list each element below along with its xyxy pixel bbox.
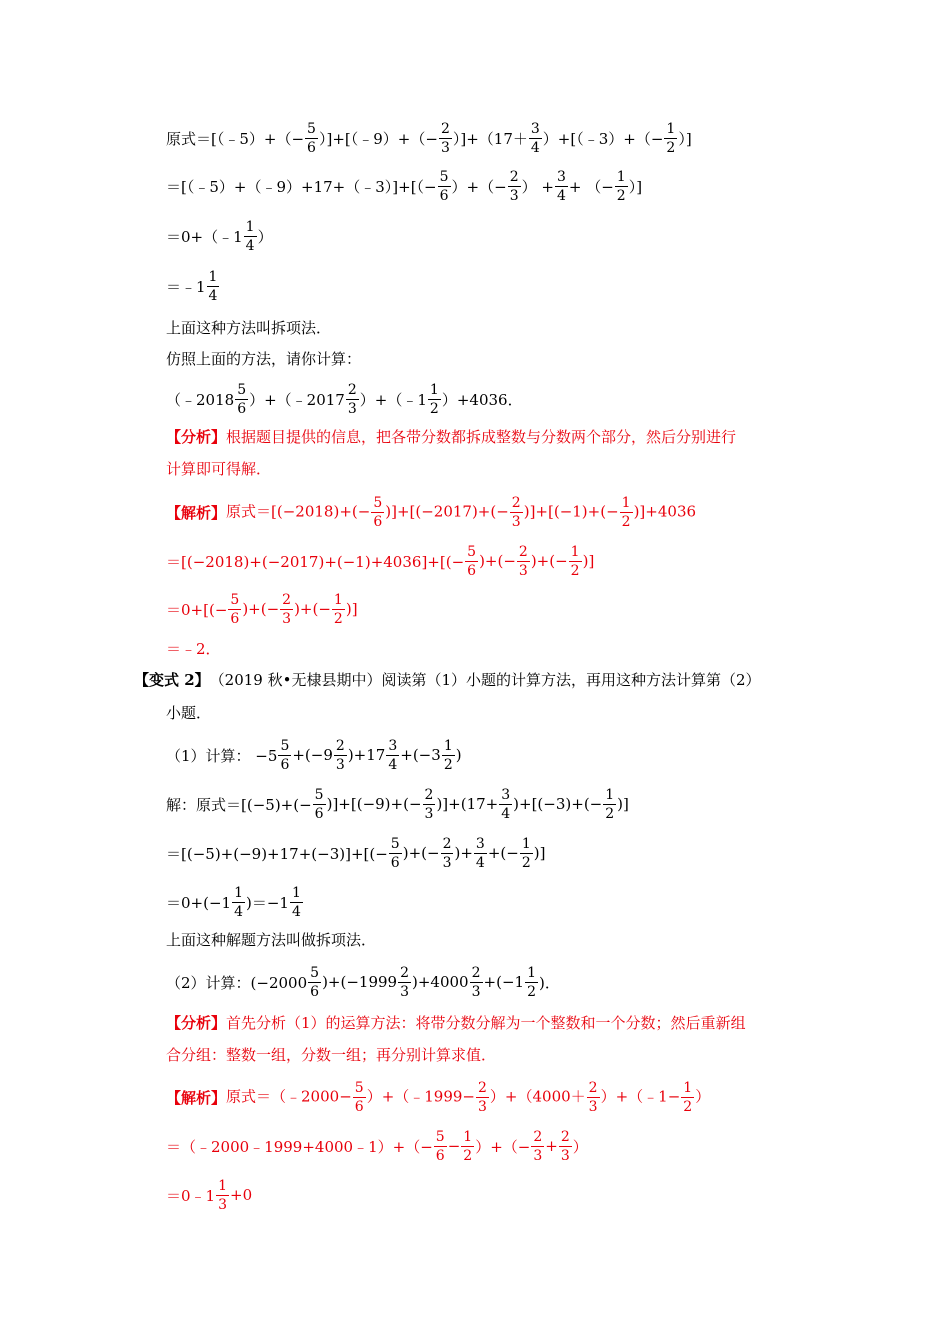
solution2-line1 [166, 1075, 710, 1119]
fraction [305, 122, 318, 155]
fraction-denominator: 3 [400, 983, 409, 1000]
instruction-text: 仿照上面的方法，请你计算： [166, 349, 362, 368]
expression-text: ＝[（﹣5）+（﹣9）+17+（﹣3）]+[（− [166, 177, 437, 196]
fraction [465, 545, 478, 578]
fraction-denominator: 6 [354, 1098, 364, 1115]
fraction-denominator: 6 [435, 1147, 445, 1164]
solution2-line3 [166, 1173, 252, 1217]
fraction [442, 739, 455, 772]
expression-text: 解：原式＝[(−5)+(− [166, 795, 312, 814]
expression-text: ） + [521, 177, 554, 196]
fraction-numerator: 2 [509, 168, 519, 185]
expression-text: ＝0+(−1 [166, 893, 232, 912]
fraction-numerator: 2 [400, 964, 409, 981]
fraction-denominator: 4 [291, 903, 301, 920]
fraction-numerator: 2 [440, 120, 450, 137]
fraction-numerator: 2 [471, 964, 481, 981]
fraction [615, 170, 628, 203]
fraction [508, 170, 521, 203]
fraction-numerator: 1 [429, 381, 439, 398]
solution1-line3 [166, 587, 358, 631]
fraction-denominator: 4 [245, 237, 255, 254]
analysis-text: 计算即可得解． [166, 459, 272, 478]
fraction-denominator: 4 [556, 187, 566, 204]
expression-text: ）+（﹣2017 [249, 390, 345, 409]
fraction [441, 837, 454, 870]
variant2-text1 [166, 917, 376, 961]
fraction-denominator: 3 [442, 854, 452, 871]
fraction [290, 886, 303, 919]
fraction [228, 593, 241, 626]
fraction-numerator: 2 [588, 1079, 598, 1096]
fraction [587, 1081, 600, 1114]
fraction-denominator: 6 [390, 854, 400, 871]
fraction-denominator: 6 [467, 562, 477, 579]
expression-text: ＝[(−2018)+(−2017)+(−1)+4036]+[(− [166, 552, 465, 571]
fraction-numerator: 5 [307, 120, 316, 137]
method-name-text: 上面这种解题方法叫做拆项法． [166, 930, 377, 949]
fraction-denominator: 2 [621, 513, 631, 530]
fraction [470, 966, 483, 999]
fraction-denominator: 3 [518, 562, 528, 579]
example1-line2 [166, 164, 642, 208]
fraction-numerator: 1 [527, 964, 536, 981]
expression-text: )+(− [242, 600, 280, 618]
fraction [569, 545, 582, 578]
expression-text: − [447, 1137, 461, 1155]
solution-result: ＝﹣2． [166, 639, 221, 658]
fraction-denominator: 2 [605, 805, 615, 822]
variant2-q2 [166, 960, 560, 1004]
expression-text: ） [695, 1087, 711, 1105]
variant2-intro-line2 [166, 690, 211, 734]
analysis-tag: 【分析】 [166, 427, 227, 446]
fraction [216, 1179, 229, 1212]
expression-text: +0 [230, 1186, 253, 1204]
fraction-numerator: 2 [442, 835, 452, 852]
expression-text: （2）计算：(−2000 [166, 973, 308, 992]
fraction [313, 788, 326, 821]
expression-text: )]+(17+ [436, 795, 499, 813]
fraction-numerator: 3 [556, 168, 566, 185]
fraction [232, 886, 245, 919]
fraction-numerator: 3 [530, 120, 540, 137]
fraction [308, 966, 321, 999]
fraction [517, 545, 530, 578]
fraction-denominator: 6 [237, 400, 247, 417]
expression-text: ＝（﹣2000﹣1999+4000﹣1）+（− [166, 1137, 433, 1156]
variant2-q1 [166, 733, 462, 777]
fraction-denominator: 2 [333, 610, 343, 627]
fraction [664, 122, 677, 155]
expression-text: )+[(−3)+(− [513, 795, 603, 813]
fraction-numerator: 2 [424, 786, 434, 803]
expression-text: )+(−1999 [322, 973, 398, 991]
fraction [620, 496, 633, 529]
fraction [681, 1081, 694, 1114]
fraction-denominator: 2 [666, 139, 676, 156]
solution1-line2 [166, 539, 594, 583]
fraction [332, 593, 345, 626]
example1-line4 [166, 264, 220, 308]
variant2-sol1 [166, 782, 629, 826]
expression-text: （﹣2018 [166, 390, 235, 409]
variant2-sol2 [166, 831, 545, 875]
fraction-denominator: 2 [429, 400, 439, 417]
solution-expression [226, 496, 696, 529]
fraction-numerator: 5 [237, 381, 247, 398]
expression-text: )] [617, 795, 629, 813]
fraction-denominator: 2 [570, 562, 580, 579]
fraction-denominator: 3 [335, 756, 345, 773]
expression-text: ）+（− [451, 177, 507, 196]
analysis-text: 合分组：整数一组，分数一组；再分别计算求值． [166, 1045, 497, 1064]
expression-text: )] [582, 552, 595, 570]
expression-text: )． [539, 973, 560, 992]
variant-intro: （2019 秋•无棣县期中）阅读第（1）小题的计算方法，再用这种方法计算第（2） [209, 670, 761, 689]
fraction-numerator: 2 [560, 1128, 570, 1145]
expression-text: )] [533, 844, 546, 862]
example1-line1 [166, 116, 692, 160]
fraction [434, 1130, 447, 1163]
fraction-numerator: 1 [570, 543, 580, 560]
fraction-numerator: 5 [439, 168, 449, 185]
fraction [555, 170, 568, 203]
fraction-numerator: 1 [208, 268, 218, 285]
method-name-text: 上面这种方法叫拆项法． [166, 318, 332, 337]
fraction [353, 1081, 366, 1114]
fraction-denominator: 3 [218, 1196, 228, 1213]
fraction [476, 1081, 489, 1114]
expression-text: ）+（﹣1− [600, 1087, 681, 1105]
fraction-denominator: 3 [478, 1098, 487, 1115]
fraction-numerator: 2 [347, 381, 357, 398]
expression-text: ）] [678, 129, 692, 148]
solution1-line1 [166, 490, 696, 534]
expression-text: )]+[(−1)+(− [523, 502, 619, 520]
expression-text: +(−9 [292, 746, 333, 764]
fraction-denominator: 4 [234, 903, 243, 920]
fraction-denominator: 3 [511, 513, 521, 530]
fraction-numerator: 1 [621, 494, 631, 511]
fraction-denominator: 3 [424, 805, 434, 822]
fraction-denominator: 2 [527, 983, 536, 1000]
fraction-denominator: 2 [616, 187, 626, 204]
expression-text: 原式＝[（﹣5）+（− [166, 129, 305, 148]
variant-intro: 小题． [166, 703, 212, 722]
fraction-denominator: 3 [440, 139, 450, 156]
expression-text: ）]+（17＋ [452, 129, 528, 148]
fraction [371, 496, 384, 529]
fraction [334, 739, 347, 772]
fraction-numerator: 1 [616, 168, 626, 185]
expression-text: ＝﹣1 [166, 277, 206, 296]
expression-text: )+(− [479, 552, 516, 570]
fraction-denominator: 6 [307, 139, 316, 156]
fraction-denominator: 3 [533, 1147, 543, 1164]
fraction-denominator: 6 [439, 187, 449, 204]
expression-text: )]+4036 [633, 502, 697, 520]
fraction [386, 739, 399, 772]
fraction [346, 383, 359, 416]
expression-text: ）+（﹣1 [359, 390, 427, 409]
fraction-denominator: 6 [230, 610, 240, 627]
fraction [235, 383, 248, 416]
expression-text: )]+[(−2017)+(− [385, 502, 509, 520]
fraction-numerator: 2 [335, 737, 345, 754]
example1-text2 [166, 336, 361, 380]
fraction-numerator: 1 [605, 786, 615, 803]
fraction-numerator: 1 [245, 218, 255, 235]
fraction [461, 1130, 474, 1163]
fraction-denominator: 2 [443, 756, 453, 773]
fraction [531, 1130, 544, 1163]
variant2-intro-line1 [134, 657, 761, 701]
fraction-numerator: 1 [218, 1177, 228, 1194]
expression-text: ）+（4000＋ [489, 1087, 586, 1105]
fraction-numerator: 5 [390, 835, 400, 852]
fraction [439, 122, 452, 155]
expression-text: )+(− [402, 844, 440, 862]
expression-text: )+17 [347, 746, 386, 764]
fraction-numerator: 5 [230, 591, 240, 608]
fraction [278, 739, 291, 772]
solution-tag: 【解析】 [166, 503, 227, 522]
expression-text: )] [345, 600, 358, 618]
fraction-numerator: 1 [463, 1128, 473, 1145]
fraction-numerator: 1 [443, 737, 453, 754]
expression-text: 原式＝[(−2018)+(− [226, 502, 371, 520]
fraction-denominator: 2 [463, 1147, 473, 1164]
fraction-denominator: 6 [314, 805, 324, 822]
expression-text: ）] [628, 177, 643, 196]
expression-text: ）+4036． [441, 390, 523, 409]
fraction [398, 966, 411, 999]
fraction-numerator: 1 [291, 884, 301, 901]
expression-text: + [545, 1137, 558, 1155]
expression-text: )+(− [530, 552, 568, 570]
fraction [529, 122, 542, 155]
fraction [280, 593, 293, 626]
expression-text: ）+（− [475, 1137, 531, 1156]
fraction-denominator: 6 [373, 513, 383, 530]
fraction [559, 1130, 572, 1163]
analysis1-line2 [166, 446, 271, 490]
analysis-tag: 【分析】 [166, 1013, 227, 1032]
expression-text: （1）计算： −5 [166, 746, 278, 765]
fraction-numerator: 3 [501, 786, 511, 803]
expression-text: ） [572, 1137, 588, 1156]
fraction [389, 837, 402, 870]
expression-text: )＝−1 [246, 893, 289, 912]
expression-text: ）]+[（﹣9）+（− [318, 129, 438, 148]
fraction-denominator: 4 [530, 139, 540, 156]
solution-expression [226, 1081, 710, 1114]
expression-text: ＝0+（﹣1 [166, 227, 243, 246]
example1-line3 [166, 214, 273, 258]
fraction-numerator: 5 [467, 543, 477, 560]
expression-text: ) [455, 746, 462, 764]
fraction-denominator: 2 [521, 854, 531, 871]
expression-text: + （− [568, 177, 614, 196]
fraction-denominator: 3 [347, 400, 357, 417]
variant-tag: 【变式 2】 [134, 670, 210, 689]
fraction-numerator: 1 [683, 1079, 693, 1096]
expression-text: +(− [487, 844, 519, 862]
fraction-numerator: 5 [354, 1079, 364, 1096]
fraction-denominator: 4 [501, 805, 511, 822]
fraction [438, 170, 451, 203]
fraction [520, 837, 533, 870]
analysis-text: 根据题目提供的信息，把各带分数都拆成整数与分数两个部分，然后分别进行 [226, 427, 737, 446]
fraction [603, 788, 616, 821]
fraction-denominator: 3 [471, 983, 481, 1000]
expression-text: )+ [454, 844, 473, 862]
solution-tag: 【解析】 [166, 1088, 227, 1107]
fraction-numerator: 2 [282, 591, 292, 608]
solution2-line2 [166, 1124, 588, 1168]
expression-text: +(−3 [400, 746, 441, 764]
expression-text: )]+[(−9)+(− [326, 795, 422, 813]
expression-text: ＝0﹣1 [166, 1186, 216, 1205]
fraction [499, 788, 512, 821]
fraction-denominator: 3 [560, 1147, 570, 1164]
expression-text: ）+（﹣1999− [366, 1087, 475, 1105]
fraction-numerator: 5 [314, 786, 324, 803]
expression-text: ）+[（﹣3）+（− [542, 129, 664, 148]
fraction-denominator: 4 [388, 756, 398, 773]
fraction-numerator: 3 [475, 835, 485, 852]
fraction [428, 383, 441, 416]
fraction [474, 837, 487, 870]
fraction-numerator: 5 [280, 737, 290, 754]
fraction-numerator: 2 [511, 494, 521, 511]
fraction [244, 220, 257, 253]
fraction-denominator: 2 [683, 1098, 693, 1115]
fraction-numerator: 1 [333, 591, 343, 608]
fraction-numerator: 3 [388, 737, 398, 754]
fraction-numerator: 2 [533, 1128, 543, 1145]
fraction [423, 788, 436, 821]
fraction-denominator: 3 [509, 187, 519, 204]
fraction-denominator: 3 [282, 610, 292, 627]
expression-text: )+(− [294, 600, 331, 618]
fraction-numerator: 2 [518, 543, 528, 560]
fraction [525, 966, 538, 999]
expression-text: ＝0+[(− [166, 600, 228, 619]
analysis-text: 首先分析（1）的运算方法：将带分数分解为一个整数和一个分数；然后重新组 [226, 1013, 746, 1032]
fraction-denominator: 6 [310, 983, 320, 1000]
fraction-denominator: 3 [588, 1098, 598, 1115]
expression-text: +(−1 [483, 973, 525, 991]
fraction [510, 496, 523, 529]
expression-text: ＝[(−5)+(−9)+17+(−3)]+[(− [166, 844, 388, 863]
fraction-numerator: 1 [521, 835, 531, 852]
fraction-numerator: 2 [478, 1079, 487, 1096]
fraction-numerator: 1 [234, 884, 243, 901]
fraction [207, 270, 220, 303]
fraction-denominator: 4 [475, 854, 485, 871]
fraction-numerator: 1 [666, 120, 676, 137]
fraction-numerator: 5 [373, 494, 383, 511]
analysis2-line2 [166, 1032, 496, 1076]
fraction-numerator: 5 [435, 1128, 445, 1145]
fraction-numerator: 5 [310, 964, 320, 981]
expression-text: 原式＝（﹣2000− [226, 1087, 352, 1105]
fraction-denominator: 4 [208, 287, 218, 304]
fraction-denominator: 6 [280, 756, 290, 773]
expression-text: )+4000 [412, 973, 469, 991]
expression-text: ） [257, 227, 273, 246]
